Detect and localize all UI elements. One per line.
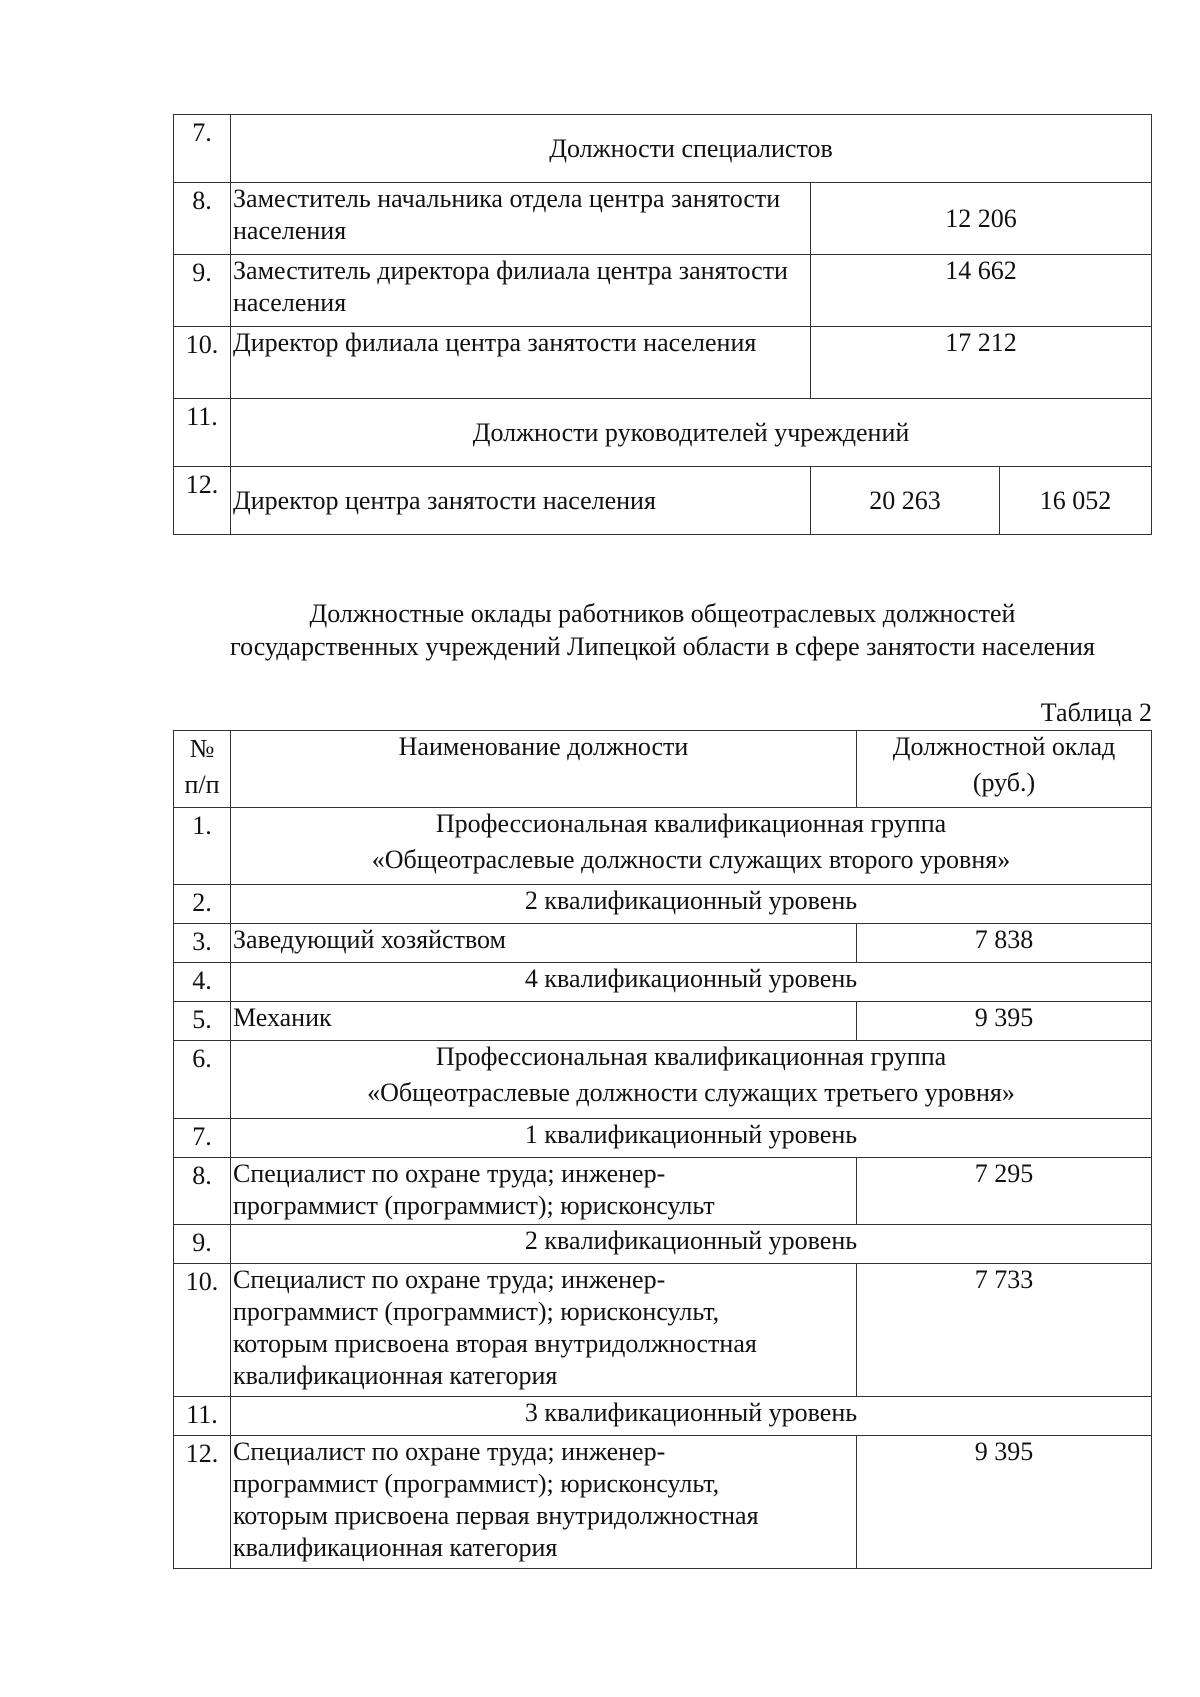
table-row — [174, 885, 1152, 924]
salary-table — [173, 730, 1152, 1569]
heading-line: Должностные оклады работников общеотраслевых должностей — [309, 599, 1016, 628]
header-position-name: Наименование должности — [231, 731, 857, 808]
row-number: 9. — [174, 1225, 231, 1264]
heading-line: государственных учреждений Липецкой области в сфере занятости населения — [230, 632, 1095, 661]
position-name: Механик — [231, 1002, 857, 1041]
table-row — [174, 963, 1152, 1002]
level-title: 4 квалификационный уровень — [231, 963, 1152, 1002]
position-name: Заместитель начальника отдела центра занятости населения — [231, 183, 811, 255]
group-title-line: «Общеотраслевые должности служащих второго уровня» — [371, 845, 1011, 874]
position-name — [231, 1436, 857, 1569]
position-name-line: Специалист по охране труда; инженер- — [233, 1265, 666, 1294]
table-row — [174, 924, 1152, 963]
position-name-line: Специалист по охране труда; инженер- — [233, 1159, 666, 1188]
table-row — [174, 467, 1152, 535]
position-name — [231, 1264, 857, 1397]
table-row — [174, 1119, 1152, 1158]
row-number: 10. — [174, 1264, 231, 1397]
table-row — [174, 1397, 1152, 1436]
header-salary-line: (руб.) — [972, 768, 1036, 797]
table-row — [174, 1436, 1152, 1569]
header-salary — [857, 731, 1152, 808]
row-number: 10. — [174, 327, 231, 399]
table-row — [174, 399, 1152, 467]
salary-value: 9 395 — [857, 1436, 1152, 1569]
row-number: 12. — [174, 467, 231, 535]
salary-value: 7 733 — [857, 1264, 1152, 1397]
header-number-line: п/п — [184, 770, 220, 799]
table-row — [174, 183, 1152, 255]
table-row — [174, 1002, 1152, 1041]
position-name-line: Специалист по охране труда; инженер- — [233, 1437, 666, 1466]
group-title-line: Профессиональная квалификационная группа — [435, 1042, 947, 1071]
salary-value: 12 206 — [811, 183, 1152, 255]
level-title: 3 квалификационный уровень — [231, 1397, 1152, 1436]
group-title — [231, 808, 1152, 885]
group-title-line: Профессиональная квалификационная группа — [435, 809, 947, 838]
group-title-line: «Общеотраслевые должности служащих третьего уровня» — [367, 1078, 1015, 1107]
row-number: 7. — [174, 115, 231, 183]
header-number — [174, 731, 231, 808]
position-name-line: квалификационная категория — [233, 1361, 558, 1390]
row-number: 11. — [174, 399, 231, 467]
position-name: Директор филиала центра занятости населения — [231, 327, 811, 399]
table-row — [174, 115, 1152, 183]
position-name-line: программист (программист); юрисконсульт, — [233, 1297, 720, 1326]
row-number: 7. — [174, 1119, 231, 1158]
table-caption: Таблица 2 — [1040, 698, 1152, 727]
position-name — [231, 1158, 857, 1225]
row-number: 4. — [174, 963, 231, 1002]
salary-value: 7 838 — [857, 924, 1152, 963]
section-title: Должности руководителей учреждений — [231, 399, 1152, 467]
salary-value-secondary: 16 052 — [1000, 467, 1152, 535]
table-header-row — [174, 731, 1152, 808]
row-number: 12. — [174, 1436, 231, 1569]
salary-value: 9 395 — [857, 1002, 1152, 1041]
row-number: 5. — [174, 1002, 231, 1041]
row-number: 9. — [174, 255, 231, 327]
table-row — [174, 1041, 1152, 1119]
group-title — [231, 1041, 1152, 1119]
position-name-line: программист (программист); юрисконсульт, — [233, 1469, 720, 1498]
salary-value: 17 212 — [811, 327, 1152, 399]
level-title: 1 квалификационный уровень — [231, 1119, 1152, 1158]
table-row — [174, 1225, 1152, 1264]
table-row — [174, 327, 1152, 399]
level-title: 2 квалификационный уровень — [231, 1225, 1152, 1264]
row-number: 6. — [174, 1041, 231, 1119]
row-number: 11. — [174, 1397, 231, 1436]
position-name-line: которым присвоена вторая внутридолжностная — [233, 1329, 757, 1358]
position-name: Заведующий хозяйством — [231, 924, 857, 963]
header-number-line: № — [189, 734, 215, 763]
table-row — [174, 1264, 1152, 1397]
position-name: Заместитель директора филиала центра занятости населения — [231, 255, 811, 327]
continuation-table — [173, 114, 1152, 535]
section-heading — [120, 597, 1200, 663]
salary-value: 20 263 — [811, 467, 1000, 535]
level-title: 2 квалификационный уровень — [231, 885, 1152, 924]
table-row — [174, 255, 1152, 327]
row-number: 3. — [174, 924, 231, 963]
position-name: Директор центра занятости населения — [231, 467, 811, 535]
salary-value: 14 662 — [811, 255, 1152, 327]
table-row — [174, 1158, 1152, 1225]
table-row — [174, 808, 1152, 885]
position-name-line: которым присвоена первая внутридолжностная — [233, 1501, 759, 1530]
header-salary-line: Должностной оклад — [892, 732, 1116, 761]
row-number: 2. — [174, 885, 231, 924]
position-name-line: программист (программист); юрисконсульт — [233, 1191, 715, 1220]
row-number: 1. — [174, 808, 231, 885]
salary-value: 7 295 — [857, 1158, 1152, 1225]
row-number: 8. — [174, 1158, 231, 1225]
row-number: 8. — [174, 183, 231, 255]
position-name-line: квалификационная категория — [233, 1533, 558, 1562]
section-title: Должности специалистов — [231, 115, 1152, 183]
